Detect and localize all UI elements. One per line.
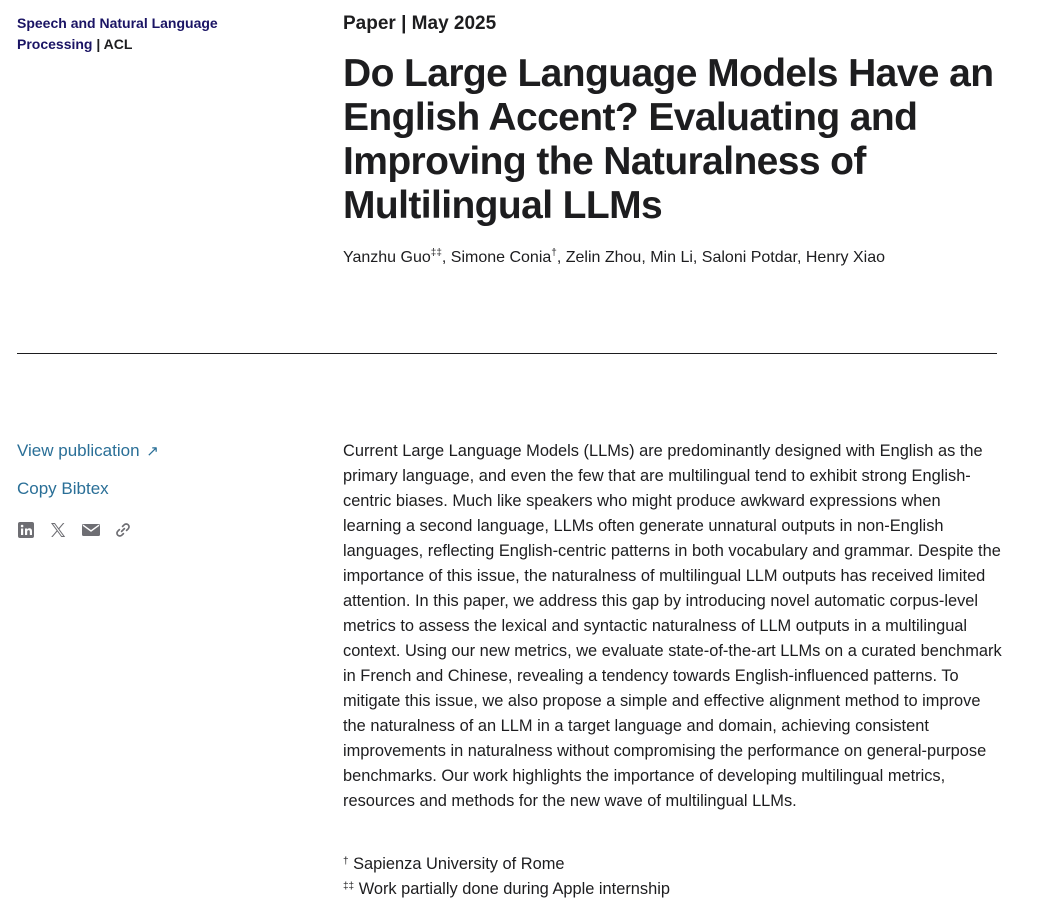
footnote [343,852,564,876]
author-separator: , [796,249,806,266]
topic-separator: | [96,36,101,52]
page-title: Do Large Language Models Have an English Accent? Evaluating and Improving the Naturalness of Multilingual LLMs [343,52,994,227]
author-separator: , [641,249,651,266]
author-affiliation-mark: † [551,247,557,259]
footnote-mark: ‡‡ [343,881,355,892]
view-publication-label: View publication [17,441,140,460]
footnote-text: Work partially done during Apple internship [358,880,670,898]
topic-breadcrumb [17,13,257,55]
copy-bibtex-link[interactable]: Copy Bibtex [17,479,109,498]
topic-category-link[interactable]: Speech and Natural Language Processing [17,15,218,52]
author-separator: , [692,249,702,266]
author-affiliation-mark: ‡‡ [430,247,442,259]
author-name: Min Li [650,249,693,266]
link-icon[interactable] [114,521,134,541]
topic-venue: ACL [103,36,133,52]
paper-meta: Paper | May 2025 [343,13,497,34]
view-publication-link[interactable] [17,440,159,463]
abstract: Current Large Language Models (LLMs) are predominantly designed with English as the primary language, and even the few that are multilingual tend to exhibit strong English-centric biases. Much like speakers who might produce awkward expressions when learning a second language, LLMs often generate unnatural outputs in non-English languages, reflecting English-centric patterns in both vocabulary and grammar. Despite the importance of this issue, the naturalness of multilingual LLM outputs has received limited attention. In this paper, we address this gap by introducing novel automatic corpus-level metrics to assess the lexical and syntactic naturalness of LLM outputs in a multilingual context. Using our new metrics, we evaluate state-of-the-art LLMs on a curated benchmark in French and Chinese, revealing a tendency towards English-influenced patterns. To mitigate this issue, we also propose a simple and effective alignment method to improve the naturalness of an LLM in a target language and domain, achieving consistent improvements in naturalness without compromising the performance on general-purpose benchmarks. Our work highlights the importance of developing multilingual metrics, resources and methods for the new wave of multilingual LLMs. [343,442,1002,810]
mail-icon[interactable] [81,521,101,541]
author-name: Yanzhu Guo [343,249,431,266]
footnote-mark: † [343,856,349,867]
footnote [343,877,670,901]
external-arrow-icon: ↗ [146,443,159,460]
author-name: Henry Xiao [805,249,886,266]
author-name: Zelin Zhou [565,249,642,266]
author-separator: , [556,249,566,266]
x-icon[interactable] [49,521,69,541]
footnote-text: Sapienza University of Rome [353,855,565,873]
section-divider [17,353,997,354]
linkedin-icon[interactable] [17,521,37,541]
author-list [343,247,1023,269]
author-separator: , [441,249,451,266]
author-name: Simone Conia [450,249,552,266]
author-name: Saloni Potdar [701,249,797,266]
